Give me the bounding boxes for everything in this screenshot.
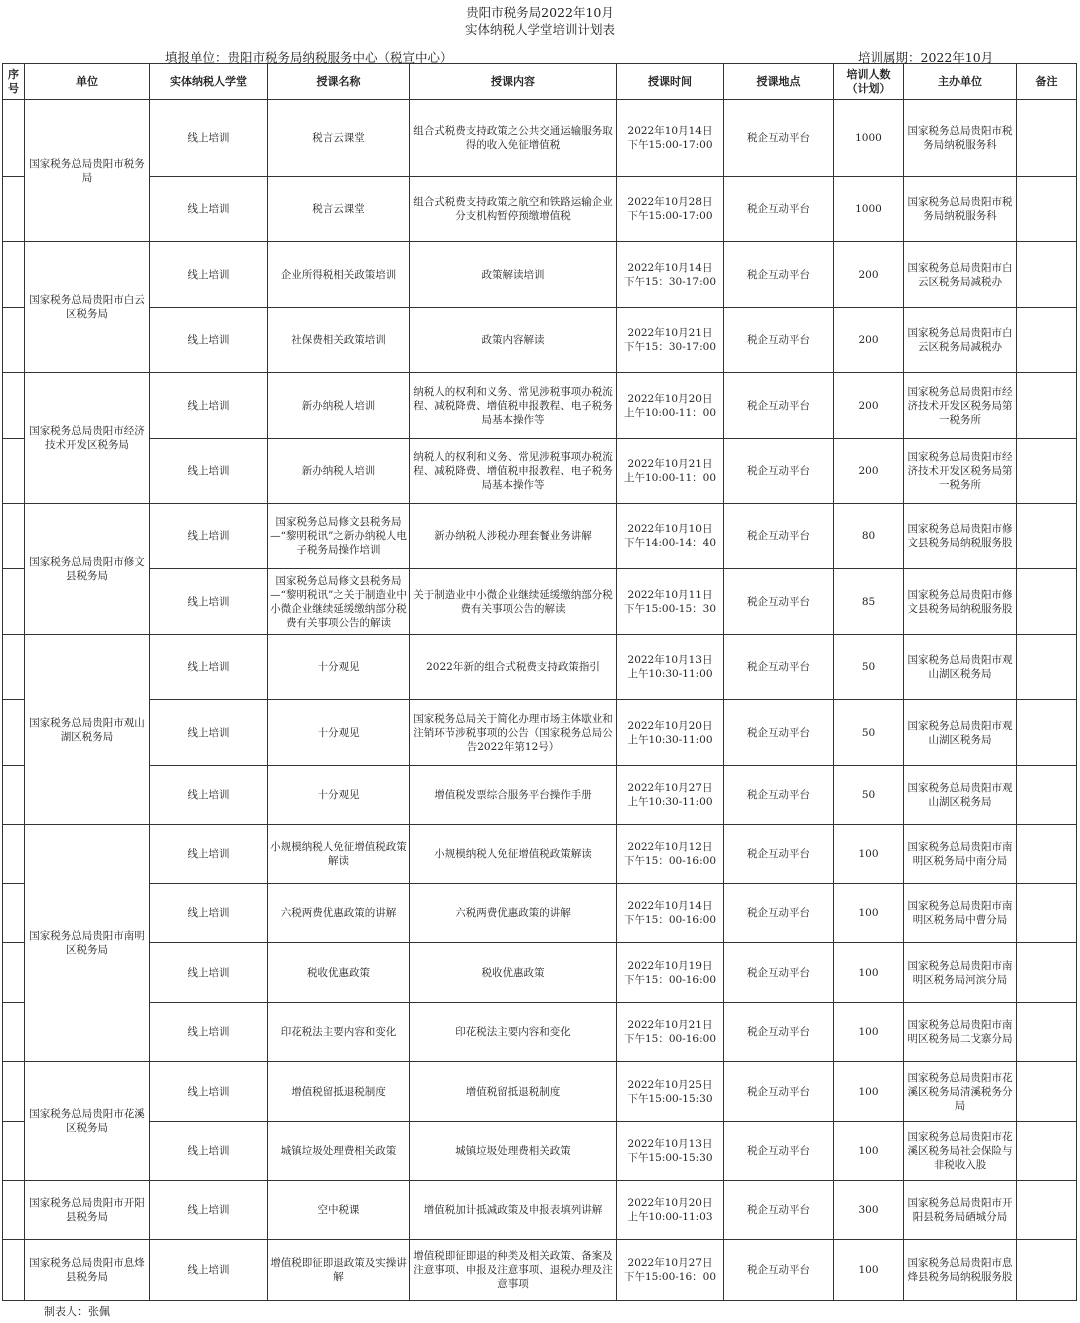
course-name-cell — [268, 766, 410, 825]
course-hours: 下午15:00-15：30 — [623, 602, 717, 615]
course-name-text: 新办纳税人培训 — [301, 465, 376, 477]
course-date: 2022年10月14日 — [627, 261, 713, 274]
course-time-cell — [617, 1240, 724, 1301]
course-name-cell — [268, 700, 410, 766]
course-content-cell: 新办纳税人涉税办理套餐业务讲解 — [410, 504, 617, 569]
table-row — [3, 177, 1077, 242]
table-row — [3, 1062, 1077, 1122]
header-seq: 序号 — [3, 64, 25, 100]
trainee-count-cell: 100 — [834, 1003, 904, 1062]
header-place: 授课地点 — [724, 64, 834, 100]
course-name-cell — [268, 177, 410, 242]
course-name-text: 社保费相关政策培训 — [291, 334, 386, 346]
course-date: 2022年10月12日 — [627, 841, 713, 853]
course-content-cell: 纳税人的权利和义务、常见涉税事项办税流程、减税降费、增值税申报教程、电子税务局基本操作等 — [410, 439, 617, 504]
seq-cell — [3, 943, 25, 1003]
course-content-cell: 纳税人的权利和义务、常见涉税事项办税流程、减税降费、增值税申报教程、电子税务局基本操作等 — [410, 373, 617, 439]
host-unit-cell: 国家税务总局贵阳市税务局纳税服务科 — [904, 177, 1017, 242]
course-time-cell — [617, 439, 724, 504]
course-content-cell: 增值税即征即退的种类及相关政策、备案及注意事项、申报及注意事项、退税办理及注意事项 — [410, 1240, 617, 1301]
school-type-cell: 线上培训 — [150, 1181, 268, 1240]
course-content-cell: 组合式税费支持政策之航空和铁路运输企业分支机构暂停预缴增值税 — [410, 177, 617, 242]
table-row — [3, 825, 1077, 884]
course-name-text: 增值税即征即退政策及实操讲解 — [270, 1257, 407, 1283]
trainee-count-cell: 85 — [834, 569, 904, 635]
header-count: 培训人数（计划） — [834, 64, 904, 100]
note-cell — [1017, 504, 1077, 569]
note-cell — [1017, 373, 1077, 439]
school-type-cell: 线上培训 — [150, 825, 268, 884]
unit-cell: 国家税务总局贵阳市开阳县税务局 — [25, 1181, 150, 1240]
school-type-cell: 线上培训 — [150, 700, 268, 766]
seq-cell — [3, 569, 25, 635]
seq-cell — [3, 766, 25, 825]
table-row — [3, 504, 1077, 569]
seq-cell — [3, 1240, 25, 1301]
course-hours: 上午10:00-11：00 — [623, 406, 717, 419]
course-content-cell: 增值税留抵退税制度 — [410, 1062, 617, 1122]
course-date: 2022年10月21日 — [627, 1019, 713, 1031]
host-unit-cell: 国家税务总局贵阳市花溪区税务局社会保险与非税收入股 — [904, 1122, 1017, 1181]
course-time-cell — [617, 569, 724, 635]
course-hours: 下午15:00-16：00 — [623, 1271, 717, 1283]
course-place-cell: 税企互动平台 — [724, 569, 834, 635]
school-type-cell: 线上培训 — [150, 1003, 268, 1062]
host-unit-cell: 国家税务总局贵阳市息烽县税务局纳税服务股 — [904, 1240, 1017, 1301]
table-maker: 制表人：张佩 — [44, 1305, 110, 1318]
note-cell — [1017, 766, 1077, 825]
course-hours: 下午15：00-16:00 — [623, 973, 717, 986]
course-date: 2022年10月13日 — [627, 654, 713, 666]
course-place-cell: 税企互动平台 — [724, 884, 834, 943]
host-unit-cell: 国家税务总局贵阳市经济技术开发区税务局第一税务所 — [904, 439, 1017, 504]
training-period-label: 培训属期：2022年10月 — [858, 50, 994, 65]
host-unit-cell: 国家税务总局贵阳市观山湖区税务局 — [904, 766, 1017, 825]
course-name-text: 新办纳税人培训 — [301, 399, 376, 412]
school-type-cell: 线上培训 — [150, 1240, 268, 1301]
school-type-cell: 线上培训 — [150, 884, 268, 943]
course-content-cell: 2022年新的组合式税费支持政策指引 — [410, 635, 617, 700]
course-time-cell — [617, 1003, 724, 1062]
host-unit-cell: 国家税务总局贵阳市修文县税务局纳税服务股 — [904, 569, 1017, 635]
course-name-text: 空中税课 — [317, 1204, 360, 1216]
table-row — [3, 943, 1077, 1003]
course-date: 2022年10月14日 — [627, 125, 713, 137]
course-name-text: 税言云课堂 — [312, 203, 365, 215]
trainee-count-cell: 50 — [834, 700, 904, 766]
course-content-cell: 国家税务总局关于简化办理市场主体歇业和注销环节涉税事项的公告（国家税务总局公告2022年第12号） — [410, 700, 617, 766]
seq-cell — [3, 1062, 25, 1122]
seq-cell — [3, 825, 25, 884]
seq-cell — [3, 177, 25, 242]
table-row — [3, 700, 1077, 766]
header-school: 实体纳税人学堂 — [150, 64, 268, 100]
school-type-cell: 线上培训 — [150, 1122, 268, 1181]
host-unit-cell: 国家税务总局贵阳市南明区税务局中南分局 — [904, 825, 1017, 884]
course-date: 2022年10月21日 — [627, 458, 713, 470]
course-content-cell: 税收优惠政策 — [410, 943, 617, 1003]
note-cell — [1017, 1181, 1077, 1240]
course-date: 2022年10月20日 — [627, 392, 713, 405]
course-content-cell: 增值税发票综合服务平台操作手册 — [410, 766, 617, 825]
note-cell — [1017, 177, 1077, 242]
course-name-cell — [268, 100, 410, 177]
course-name-text: 十分观见 — [317, 661, 360, 673]
course-hours: 下午15:00-17:00 — [627, 139, 713, 151]
course-hours: 上午10:30-11:00 — [627, 668, 713, 680]
course-hours: 上午10:00-11:03 — [627, 1211, 713, 1223]
course-hours: 下午15：00-16:00 — [623, 1033, 717, 1045]
seq-cell — [3, 439, 25, 504]
school-type-cell: 线上培训 — [150, 439, 268, 504]
table-row — [3, 373, 1077, 439]
table-row — [3, 569, 1077, 635]
host-unit-cell: 国家税务总局贵阳市税务局纳税服务科 — [904, 100, 1017, 177]
course-place-cell: 税企互动平台 — [724, 308, 834, 373]
document-title: 贵阳市税务局2022年10月 — [466, 5, 614, 20]
course-place-cell: 税企互动平台 — [724, 635, 834, 700]
note-cell — [1017, 943, 1077, 1003]
school-type-cell: 线上培训 — [150, 943, 268, 1003]
course-time-cell — [617, 177, 724, 242]
seq-cell — [3, 700, 25, 766]
course-date: 2022年10月20日 — [627, 719, 713, 732]
table-row — [3, 100, 1077, 177]
school-type-cell: 线上培训 — [150, 569, 268, 635]
course-name-cell — [268, 825, 410, 884]
seq-cell — [3, 1181, 25, 1240]
course-hours: 下午15：30-17:00 — [623, 341, 717, 353]
course-date: 2022年10月27日 — [627, 782, 713, 794]
course-name-text: 城镇垃圾处理费相关政策 — [280, 1145, 397, 1157]
course-name-cell — [268, 1003, 410, 1062]
course-name-cell — [268, 439, 410, 504]
course-hours: 下午15:00-15:30 — [627, 1152, 713, 1164]
seq-cell — [3, 373, 25, 439]
trainee-count-cell: 200 — [834, 308, 904, 373]
host-unit-cell: 国家税务总局贵阳市开阳县税务局硒城分局 — [904, 1181, 1017, 1240]
note-cell — [1017, 569, 1077, 635]
course-name-cell — [268, 1122, 410, 1181]
school-type-cell: 线上培训 — [150, 1062, 268, 1122]
trainee-count-cell: 200 — [834, 439, 904, 504]
course-content-cell: 城镇垃圾处理费相关政策 — [410, 1122, 617, 1181]
trainee-count-cell: 1000 — [834, 177, 904, 242]
unit-cell: 国家税务总局贵阳市白云区税务局 — [25, 242, 150, 373]
course-place-cell: 税企互动平台 — [724, 1003, 834, 1062]
host-unit-cell: 国家税务总局贵阳市经济技术开发区税务局第一税务所 — [904, 373, 1017, 439]
course-date: 2022年10月11日 — [627, 588, 713, 601]
trainee-count-cell: 100 — [834, 1062, 904, 1122]
note-cell — [1017, 242, 1077, 308]
host-unit-cell: 国家税务总局贵阳市南明区税务局中曹分局 — [904, 884, 1017, 943]
course-content-cell: 组合式税费支持政策之公共交通运输服务取得的收入免征增值税 — [410, 100, 617, 177]
unit-cell: 国家税务总局贵阳市经济技术开发区税务局 — [25, 373, 150, 504]
course-time-cell — [617, 943, 724, 1003]
course-name-cell — [268, 1240, 410, 1301]
trainee-count-cell: 80 — [834, 504, 904, 569]
header-content: 授课内容 — [410, 64, 617, 100]
table-row — [3, 1003, 1077, 1062]
trainee-count-cell: 100 — [834, 1240, 904, 1301]
trainee-count-cell: 100 — [834, 825, 904, 884]
table-row — [3, 635, 1077, 700]
course-place-cell: 税企互动平台 — [724, 1240, 834, 1301]
course-hours: 上午10:00-11：00 — [623, 472, 717, 484]
course-place-cell: 税企互动平台 — [724, 700, 834, 766]
unit-cell: 国家税务总局贵阳市观山湖区税务局 — [25, 635, 150, 825]
school-type-cell: 线上培训 — [150, 504, 268, 569]
trainee-count-cell: 200 — [834, 242, 904, 308]
course-time-cell — [617, 825, 724, 884]
course-name-cell — [268, 308, 410, 373]
school-type-cell: 线上培训 — [150, 100, 268, 177]
course-date: 2022年10月21日 — [627, 327, 713, 339]
course-hours: 下午15：00-16:00 — [623, 914, 717, 926]
header-unit: 单位 — [25, 64, 150, 100]
training-plan-table — [2, 63, 1077, 1301]
course-name-text: 税言云课堂 — [312, 132, 365, 144]
seq-cell — [3, 884, 25, 943]
trainee-count-cell: 100 — [834, 943, 904, 1003]
course-time-cell — [617, 308, 724, 373]
header-course: 授课名称 — [268, 64, 410, 100]
school-type-cell: 线上培训 — [150, 308, 268, 373]
school-type-cell: 线上培训 — [150, 766, 268, 825]
header-time: 授课时间 — [617, 64, 724, 100]
header-note: 备注 — [1017, 64, 1077, 100]
host-unit-cell: 国家税务总局贵阳市花溪区税务局清溪税务分局 — [904, 1062, 1017, 1122]
course-date: 2022年10月20日 — [627, 1197, 713, 1209]
course-place-cell: 税企互动平台 — [724, 177, 834, 242]
course-name-text: 企业所得税相关政策培训 — [280, 268, 397, 281]
note-cell — [1017, 825, 1077, 884]
trainee-count-cell: 100 — [834, 1122, 904, 1181]
course-content-cell: 印花税法主要内容和变化 — [410, 1003, 617, 1062]
course-name-cell — [268, 635, 410, 700]
table-row — [3, 308, 1077, 373]
seq-cell — [3, 1003, 25, 1062]
course-place-cell: 税企互动平台 — [724, 504, 834, 569]
trainee-count-cell: 100 — [834, 884, 904, 943]
school-type-cell: 线上培训 — [150, 177, 268, 242]
course-name-cell — [268, 242, 410, 308]
course-name-text: 增值税留抵退税制度 — [291, 1085, 386, 1098]
table-body — [3, 100, 1077, 1301]
course-date: 2022年10月13日 — [627, 1138, 713, 1150]
course-content-cell: 政策解读培训 — [410, 242, 617, 308]
course-name-text: 小规模纳税人免征增值税政策解读 — [270, 841, 407, 867]
course-place-cell: 税企互动平台 — [724, 1181, 834, 1240]
course-place-cell: 税企互动平台 — [724, 439, 834, 504]
course-name-text: 印花税法主要内容和变化 — [280, 1026, 397, 1038]
note-cell — [1017, 1240, 1077, 1301]
course-name-text: 税收优惠政策 — [307, 966, 370, 979]
document-subtitle: 实体纳税人学堂培训计划表 — [464, 22, 615, 37]
table-row — [3, 884, 1077, 943]
course-time-cell — [617, 1122, 724, 1181]
course-place-cell: 税企互动平台 — [724, 825, 834, 884]
course-time-cell — [617, 1062, 724, 1122]
course-hours: 下午15:00-15:30 — [627, 1092, 713, 1105]
course-time-cell — [617, 373, 724, 439]
course-date: 2022年10月10日 — [627, 523, 713, 535]
course-name-cell — [268, 569, 410, 635]
course-content-cell: 小规模纳税人免征增值税政策解读 — [410, 825, 617, 884]
course-name-text: 十分观见 — [317, 726, 360, 739]
course-content-cell: 六税两费优惠政策的讲解 — [410, 884, 617, 943]
host-unit-cell: 国家税务总局贵阳市白云区税务局减税办 — [904, 308, 1017, 373]
school-type-cell: 线上培训 — [150, 242, 268, 308]
host-unit-cell: 国家税务总局贵阳市观山湖区税务局 — [904, 635, 1017, 700]
course-name-cell — [268, 943, 410, 1003]
header-host: 主办单位 — [904, 64, 1017, 100]
course-name-cell — [268, 1181, 410, 1240]
note-cell — [1017, 439, 1077, 504]
host-unit-cell: 国家税务总局贵阳市南明区税务局二戈寨分局 — [904, 1003, 1017, 1062]
note-cell — [1017, 700, 1077, 766]
unit-cell: 国家税务总局贵阳市南明区税务局 — [25, 825, 150, 1062]
course-time-cell — [617, 635, 724, 700]
host-unit-cell: 国家税务总局贵阳市修文县税务局纳税服务股 — [904, 504, 1017, 569]
unit-cell: 国家税务总局贵阳市花溪区税务局 — [25, 1062, 150, 1181]
host-unit-cell: 国家税务总局贵阳市白云区税务局减税办 — [904, 242, 1017, 308]
course-name-text: 六税两费优惠政策的讲解 — [280, 907, 397, 919]
host-unit-cell: 国家税务总局贵阳市南明区税务局河滨分局 — [904, 943, 1017, 1003]
course-name-cell — [268, 884, 410, 943]
course-time-cell — [617, 884, 724, 943]
course-time-cell — [617, 1181, 724, 1240]
trainee-count-cell: 50 — [834, 766, 904, 825]
course-place-cell: 税企互动平台 — [724, 1062, 834, 1122]
course-hours: 上午10:30-11:00 — [627, 796, 713, 808]
table-row — [3, 1181, 1077, 1240]
course-date: 2022年10月14日 — [627, 900, 713, 912]
table-row — [3, 1240, 1077, 1301]
course-name-text: 国家税务总局修文县税务局—“黎明税讯”之关于制造业中小微企业继续延缓缴纳部分税费有关事项公告的解读 — [270, 574, 407, 629]
course-content-cell: 政策内容解读 — [410, 308, 617, 373]
trainee-count-cell: 1000 — [834, 100, 904, 177]
table-row — [3, 439, 1077, 504]
host-unit-cell: 国家税务总局贵阳市观山湖区税务局 — [904, 700, 1017, 766]
course-date: 2022年10月19日 — [627, 959, 713, 972]
course-date: 2022年10月27日 — [627, 1257, 713, 1269]
course-date: 2022年10月28日 — [627, 196, 713, 208]
unit-cell: 国家税务总局贵阳市息烽县税务局 — [25, 1240, 150, 1301]
unit-cell: 国家税务总局贵阳市修文县税务局 — [25, 504, 150, 635]
course-place-cell: 税企互动平台 — [724, 373, 834, 439]
course-name-cell — [268, 504, 410, 569]
course-place-cell: 税企互动平台 — [724, 242, 834, 308]
seq-cell — [3, 635, 25, 700]
course-hours: 下午14:00-14：40 — [623, 537, 717, 549]
course-time-cell — [617, 242, 724, 308]
seq-cell — [3, 242, 25, 308]
course-name-text: 国家税务总局修文县税务局—“黎明税讯”之新办纳税人电子税务局操作培训 — [270, 516, 407, 556]
course-content-cell: 增值税加计抵减政策及申报表填列讲解 — [410, 1181, 617, 1240]
note-cell — [1017, 308, 1077, 373]
note-cell — [1017, 884, 1077, 943]
course-name-cell — [268, 1062, 410, 1122]
course-time-cell — [617, 700, 724, 766]
course-name-text: 十分观见 — [317, 789, 360, 801]
fill-unit-label: 填报单位：贵阳市税务局纳税服务中心（税宣中心） — [165, 50, 453, 65]
table-row — [3, 1122, 1077, 1181]
course-name-cell — [268, 373, 410, 439]
course-hours: 下午15:00-17:00 — [627, 210, 713, 222]
table-row — [3, 766, 1077, 825]
course-place-cell: 税企互动平台 — [724, 766, 834, 825]
course-date: 2022年10月25日 — [627, 1078, 713, 1091]
trainee-count-cell: 200 — [834, 373, 904, 439]
course-place-cell: 税企互动平台 — [724, 100, 834, 177]
course-time-cell — [617, 504, 724, 569]
note-cell — [1017, 1062, 1077, 1122]
course-content-cell: 关于制造业中小微企业继续延缓缴纳部分税费有关事项公告的解读 — [410, 569, 617, 635]
note-cell — [1017, 635, 1077, 700]
note-cell — [1017, 100, 1077, 177]
seq-cell — [3, 1122, 25, 1181]
seq-cell — [3, 308, 25, 373]
trainee-count-cell: 50 — [834, 635, 904, 700]
course-hours: 上午10:30-11:00 — [627, 733, 713, 746]
course-hours: 下午15：30-17:00 — [623, 275, 717, 288]
school-type-cell: 线上培训 — [150, 373, 268, 439]
school-type-cell: 线上培训 — [150, 635, 268, 700]
course-hours: 下午15：00-16:00 — [623, 855, 717, 867]
course-place-cell: 税企互动平台 — [724, 1122, 834, 1181]
course-place-cell: 税企互动平台 — [724, 943, 834, 1003]
note-cell — [1017, 1003, 1077, 1062]
course-time-cell — [617, 766, 724, 825]
seq-cell — [3, 100, 25, 177]
table-row — [3, 242, 1077, 308]
trainee-count-cell: 300 — [834, 1181, 904, 1240]
unit-cell: 国家税务总局贵阳市税务局 — [25, 100, 150, 242]
note-cell — [1017, 1122, 1077, 1181]
seq-cell — [3, 504, 25, 569]
course-time-cell — [617, 100, 724, 177]
